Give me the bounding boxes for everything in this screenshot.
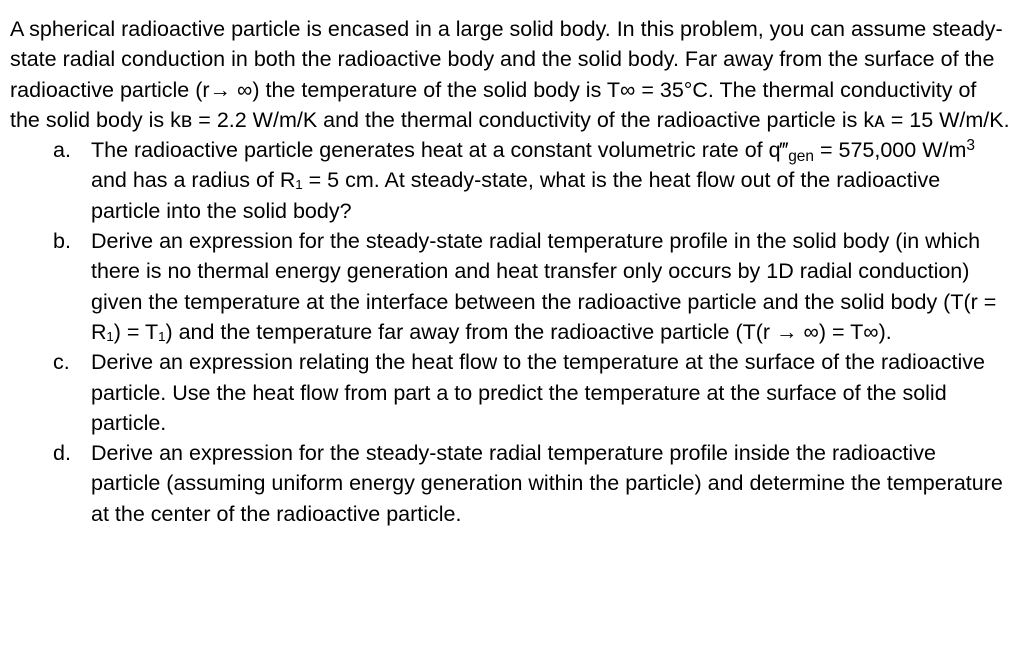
sub-question-c bbox=[10, 347, 1010, 438]
subscript-gen: gen bbox=[788, 148, 814, 166]
sub-question-marker: d. bbox=[53, 441, 71, 466]
sub-question-text: Derive an expression relating the heat flow to the temperature at the surface of the radioactive particle. Use the heat flow from part a to predict the temperature at the surface of the solid particle. bbox=[91, 350, 985, 435]
sub-question-list bbox=[10, 135, 1010, 529]
sub-question-text: Derive an expression for the steady-state radial temperature profile in the solid body (in which there is no thermal energy generation and heat transfer only occurs by 1D radial conduction) given the temperature at the interface between the radioactive particle and the solid body (T(r = R₁) = T₁) and the temperature far away from the radioactive particle (T(r → ∞) = T∞). bbox=[91, 229, 997, 344]
sub-question-marker: b. bbox=[53, 229, 71, 254]
sub-question-marker: c. bbox=[53, 350, 70, 375]
text-segment: = 575,000 W/m bbox=[814, 138, 967, 163]
problem-intro: A spherical radioactive particle is encased in a large solid body. In this problem, you can assume steady-state radial conduction in both the radioactive body and the solid body. Far away from the surface of the radioactive particle (r→ ∞) the temperature of the solid body is T∞ = 35°C. The thermal conductivity of the solid body is kʙ = 2.2 W/m/K and the thermal conductivity of the radioactive particle is kᴀ = 15 W/m/K. bbox=[10, 17, 1010, 132]
sub-question-d bbox=[10, 438, 1010, 529]
sub-question-text: Derive an expression for the steady-state radial temperature profile inside the radioactive particle (assuming uniform energy generation within the particle) and determine the temperature at the center of the radioactive particle. bbox=[91, 441, 1003, 526]
sub-question-b bbox=[10, 226, 1010, 347]
text-segment: The radioactive particle generates heat at a constant volumetric rate of q‴ bbox=[91, 138, 789, 163]
text-segment: and has a radius of R₁ = 5 cm. At steady-state, what is the heat flow out of the radioactive particle into the solid body? bbox=[91, 168, 941, 223]
sub-question-marker: a. bbox=[53, 138, 71, 163]
problem-document bbox=[10, 14, 1010, 529]
sub-question-text bbox=[91, 138, 975, 223]
sub-question-a bbox=[10, 135, 1010, 226]
superscript-3: 3 bbox=[966, 137, 975, 155]
